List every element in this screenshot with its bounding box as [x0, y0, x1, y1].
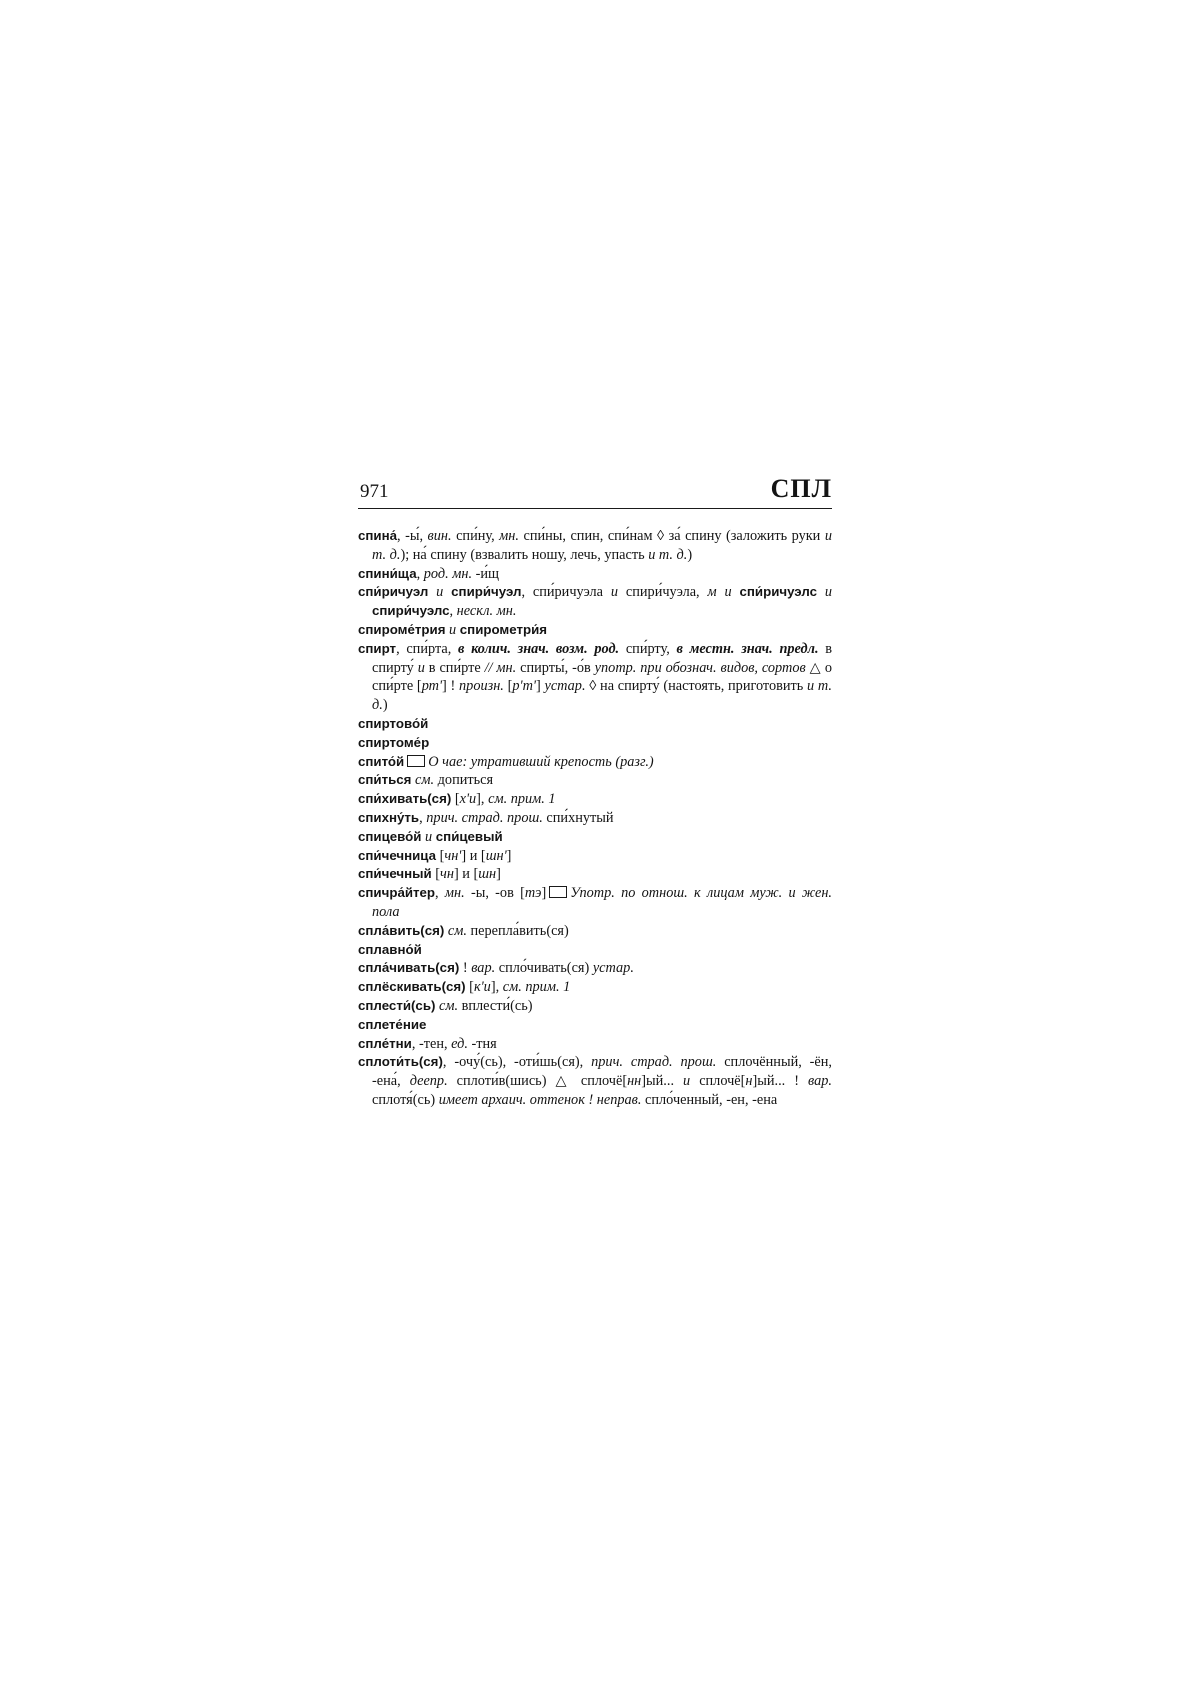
entry-text: перепла́вить(ся) — [466, 922, 569, 939]
entry-text: ], — [490, 979, 503, 996]
headword: спи́хивать(ся) — [358, 791, 452, 807]
square-box-icon — [549, 886, 567, 898]
grammar-note: см. — [415, 772, 435, 789]
headword: спи́чечный — [358, 866, 432, 882]
headword: спи́ться — [358, 772, 412, 788]
grammar-note: произн. — [459, 678, 504, 695]
entry-spleskivat — [358, 978, 832, 997]
entry-text: [ — [503, 678, 513, 695]
entry-splesti — [358, 997, 832, 1016]
entry-text: , -очу́(сь), -оти́шь(ся), — [442, 1054, 592, 1071]
headword: спичра́йтер — [358, 885, 436, 901]
entry-text: [ — [431, 866, 441, 883]
entry-spirtomer — [358, 734, 832, 753]
grammar-note: прич. страд. прош. — [591, 1054, 717, 1071]
entry-text: спло́чивать(ся) — [495, 960, 593, 977]
grammar-note: вар. — [808, 1073, 832, 1090]
grammar-note: шн — [478, 866, 497, 883]
grammar-note: мн. — [499, 528, 519, 544]
entry-spirt — [358, 640, 832, 715]
grammar-note: см. — [447, 922, 467, 939]
entry-text: ] — [506, 847, 512, 864]
headword-variant: спири́чуэлс — [372, 603, 450, 619]
grammar-note: вар. — [471, 960, 496, 977]
grammar-note: см. прим. 1 — [502, 979, 571, 996]
headword-variant: спи́цевый — [435, 828, 503, 844]
entry-spinishcha — [358, 565, 832, 584]
grammar-note: и — [683, 1073, 691, 1090]
entry-text: , — [419, 809, 427, 826]
grammar-note: и — [610, 584, 619, 601]
page-header — [358, 474, 832, 509]
grammar-note: мн. — [444, 885, 465, 902]
grammar-note: в местн. знач. предл. — [676, 640, 819, 657]
grammar-note: тэ — [524, 885, 542, 902]
entry-text: ], — [476, 791, 489, 808]
square-box-icon — [407, 755, 425, 767]
entry-text: , -тен, — [411, 1035, 452, 1052]
grammar-note: имеет архаич. оттенок ! неправ. — [438, 1091, 642, 1108]
entry-text: спирты́, -о́в — [516, 659, 595, 676]
entry-text: ] ! — [442, 678, 460, 695]
grammar-note: // мн. — [484, 659, 517, 676]
grammar-note: рт' — [421, 678, 443, 695]
grammar-note: в колич. знач. возм. род. — [458, 640, 620, 657]
entry-splachivat — [358, 959, 832, 978]
grammar-note: чн' — [444, 847, 462, 864]
entry-spitsya — [358, 771, 832, 790]
entry-text: ] — [541, 885, 547, 902]
entry-spletni — [358, 1035, 832, 1054]
entry-spitoy — [358, 753, 832, 772]
entry-text: в спирту́ — [372, 640, 832, 676]
grammar-note: и т. д. — [372, 678, 832, 714]
entry-splavnoy — [358, 941, 832, 960]
headword: спле́тни — [358, 1035, 412, 1051]
entry-text: в спи́рте — [424, 659, 485, 676]
entry-text: [ — [436, 847, 445, 864]
grammar-note: и — [445, 621, 460, 638]
grammar-note: и — [428, 584, 452, 601]
headword: спла́чивать(ся) — [358, 960, 460, 976]
entry-text: , — [449, 603, 457, 620]
headword-variant: спири́чуэл — [451, 584, 522, 600]
headword: спито́й — [358, 753, 405, 769]
entry-text: спи́хнутый — [542, 809, 614, 826]
headword: спина́ — [358, 528, 398, 543]
headword-variant: спирометри́я — [459, 621, 548, 637]
headword: спицево́й — [358, 828, 422, 844]
headword: сплёскивать(ся) — [358, 979, 466, 995]
headword: сплете́ние — [358, 1016, 427, 1032]
grammar-note: х'и — [459, 791, 477, 808]
entry-spikhnut — [358, 809, 832, 828]
headword: спи́ричуэл — [358, 584, 429, 600]
headword: спирт — [358, 640, 397, 656]
entry-text: ] и [ — [461, 847, 486, 864]
entry-spitsevoy — [358, 828, 832, 847]
grammar-note: нескл. мн. — [456, 603, 517, 620]
headword: сплести́(сь) — [358, 997, 436, 1013]
headword: сплоти́ть(ся) — [358, 1054, 443, 1070]
entry-text: ]ый... ! — [752, 1073, 809, 1090]
grammar-note: и — [816, 584, 832, 601]
entry-text: , — [435, 885, 445, 902]
entry-text: спи́ны, спин, спи́нам ◊ за́ спину (заложить руки — [518, 528, 825, 544]
entry-spirichuel — [358, 583, 832, 621]
grammar-note: деепр. — [409, 1073, 448, 1090]
headword: спини́ща — [358, 565, 417, 581]
page-number: 971 — [360, 481, 389, 502]
entry-text: ) — [687, 546, 693, 563]
entry-text: △ о спи́рте [ — [372, 659, 833, 695]
entry-text: [ — [451, 791, 460, 808]
entry-spichrayter — [358, 884, 832, 922]
grammar-note: см. прим. 1 — [488, 791, 556, 808]
entry-text: ); на́ спину (взвалить ношу, лечь, упасть — [400, 546, 649, 563]
entry-spirtovoy — [358, 715, 832, 734]
entry-text: вплести́(сь) — [458, 997, 533, 1014]
entry-text: ! — [459, 960, 472, 977]
entry-list — [358, 527, 832, 1110]
grammar-note: устар. — [544, 678, 586, 695]
entry-text: -тня — [467, 1035, 497, 1052]
grammar-note: см. — [439, 997, 459, 1014]
grammar-note: м и — [707, 584, 740, 601]
entry-text: сплотя́(сь) — [372, 1091, 439, 1108]
grammar-note: чн — [440, 866, 454, 883]
entry-text: сплоти́в(шись) △ сплочё[ — [447, 1073, 628, 1090]
grammar-note: и — [421, 828, 436, 845]
headword: спироме́трия — [358, 621, 446, 637]
grammar-note: род. мн. — [423, 565, 473, 582]
grammar-note: нн — [627, 1073, 642, 1090]
dictionary-page — [358, 474, 833, 1110]
grammar-note: О чае: утративший крепость (разг.) — [428, 753, 654, 770]
grammar-note: н — [745, 1073, 753, 1090]
entry-text: спири́чуэла, — [618, 584, 708, 601]
entry-text: ] — [496, 866, 501, 883]
entry-text: -и́щ — [472, 565, 500, 582]
entry-text: спи́ну, — [451, 528, 500, 544]
headword-variant: спи́ричуэлс — [739, 584, 817, 600]
grammar-note: к'и — [473, 979, 491, 996]
guide-word: СПЛ — [770, 474, 832, 503]
headword: сплавно́й — [358, 941, 422, 957]
grammar-note: ед. — [451, 1035, 468, 1052]
entry-splotit — [358, 1053, 832, 1109]
entry-text: допиться — [434, 772, 494, 789]
grammar-note: и — [417, 659, 425, 676]
entry-text: [ — [465, 979, 474, 996]
grammar-note: и т. д. — [648, 546, 688, 563]
grammar-note: шн' — [485, 847, 507, 864]
entry-spikhivat — [358, 790, 832, 809]
entry-text: спи́рту, — [619, 640, 677, 657]
headword: спла́вить(ся) — [358, 922, 445, 938]
entry-text: сплочё[ — [690, 1073, 746, 1090]
entry-text: , спи́ричуэла — [521, 584, 611, 601]
grammar-note: прич. страд. прош. — [426, 809, 543, 826]
entry-text: ]ый... — [641, 1073, 684, 1090]
grammar-note: р'т' — [512, 678, 536, 695]
grammar-note: и т. д. — [372, 528, 832, 563]
entry-spletenie — [358, 1016, 832, 1035]
grammar-note: вин. — [427, 528, 452, 544]
entry-text: , — [416, 565, 424, 582]
headword: спихну́ть — [358, 809, 420, 825]
entry-text: ] — [535, 678, 545, 695]
entry-text: ) — [382, 697, 388, 714]
grammar-note: устар. — [592, 960, 634, 977]
entry-text: ◊ на спирту́ (настоять, приготовить — [585, 678, 808, 695]
headword: спи́чечница — [358, 847, 437, 863]
entry-text: спло́ченный, -ен, -ена — [641, 1091, 778, 1108]
headword: спиртоме́р — [358, 734, 430, 750]
entry-spina — [358, 527, 832, 565]
headword: спиртово́й — [358, 715, 429, 731]
entry-spirometria — [358, 621, 832, 640]
entry-splavit — [358, 922, 832, 941]
entry-spichechny — [358, 865, 832, 884]
entry-text: , спи́рта, — [396, 640, 458, 657]
grammar-note: употр. при обознач. видов, сортов — [594, 659, 806, 676]
grammar-note: Употр. по отнош. к лицам муж. и жен. пола — [372, 885, 832, 920]
entry-spichechnitsa — [358, 847, 832, 866]
entry-text: сплочённый, -ён, -ена́, — [372, 1054, 833, 1090]
entry-text: ] и [ — [453, 866, 479, 883]
entry-text: , -ы́, — [397, 528, 428, 544]
entry-text: -ы, -ов [ — [464, 885, 525, 902]
